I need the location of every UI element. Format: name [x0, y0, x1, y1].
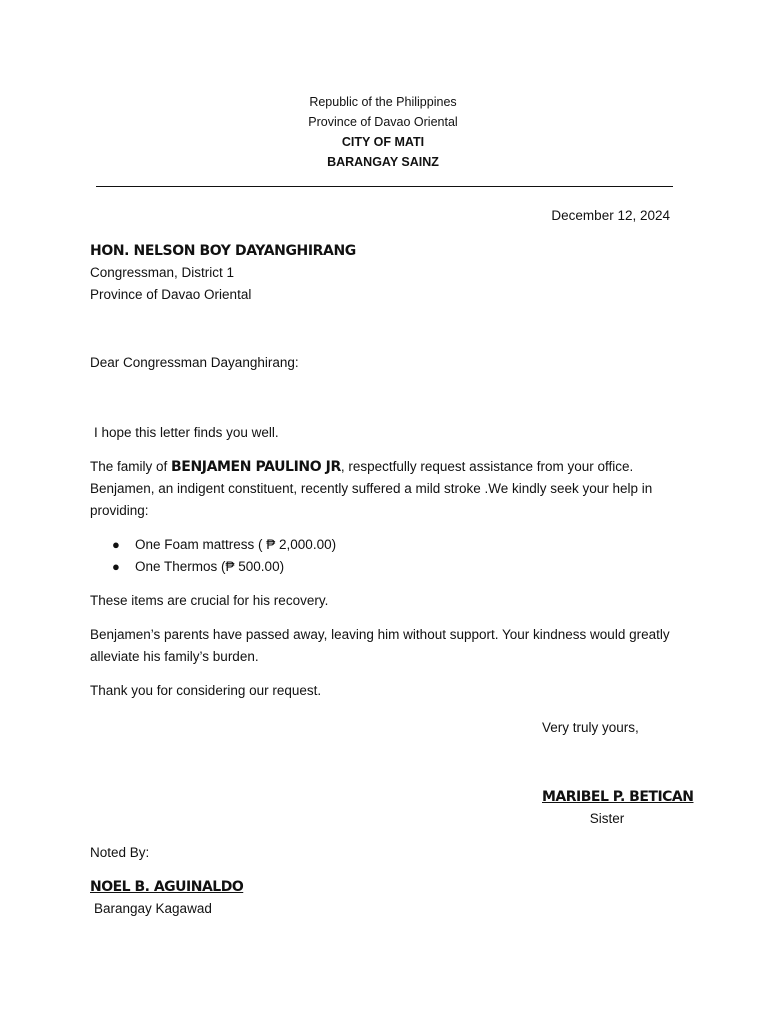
background-paragraph: Benjamen’s parents have passed away, leaving him without support. Your kindness would greatly alleviate his family’s burden.	[90, 627, 670, 664]
letterhead-barangay: BARANGAY SAINZ	[327, 155, 439, 169]
letterhead-republic: Republic of the Philippines	[309, 95, 457, 109]
list-item	[112, 534, 680, 556]
request-suffix: , respectfully request assistance from your office. Benjamen, an indigent constituent, recently suffered a mild stroke .We kindly seek your help in providing:	[90, 459, 653, 518]
recipient-title: Congressman, District 1	[90, 265, 235, 280]
complimentary-close: Very truly yours,	[542, 720, 639, 735]
item-text: One Thermos (₱ 500.00)	[135, 559, 285, 574]
bullet-icon: ●	[112, 537, 120, 552]
request-paragraph	[90, 456, 680, 522]
recipient-name: HON. NELSON BOY DAYANGHIRANG	[90, 243, 356, 259]
recipient-block	[90, 240, 356, 306]
letterhead-divider	[96, 186, 673, 187]
noted-by-label: Noted By:	[90, 845, 150, 860]
letterhead-province: Province of Davao Oriental	[308, 115, 458, 129]
signatory-role: Sister	[589, 811, 625, 826]
noted-by-name: NOEL B. AGUINALDO	[90, 879, 244, 895]
letterhead-city: CITY OF MATI	[341, 135, 425, 149]
item-text: One Foam mattress ( ₱ 2,000.00)	[135, 537, 337, 552]
noted-by-role: Barangay Kagawad	[94, 901, 212, 916]
bullet-icon: ●	[112, 559, 120, 574]
signatory-name: MARIBEL P. BETICAN	[542, 789, 694, 805]
recipient-office: Province of Davao Oriental	[90, 287, 252, 302]
beneficiary-name: BENJAMEN PAULINO JR	[171, 459, 341, 475]
opening-paragraph: I hope this letter finds you well.	[94, 425, 279, 440]
salutation: Dear Congressman Dayanghirang:	[90, 355, 299, 370]
letterhead	[0, 92, 766, 172]
letter-date: December 12, 2024	[551, 208, 670, 223]
signatory-block	[542, 786, 694, 830]
request-prefix: The family of	[90, 459, 172, 474]
requested-items-list	[90, 534, 680, 578]
thanks-paragraph: Thank you for considering our request.	[90, 683, 322, 698]
letter-body	[90, 422, 680, 714]
noted-by-block	[90, 842, 243, 920]
list-item	[112, 556, 680, 578]
crucial-paragraph: These items are crucial for his recovery.	[90, 593, 329, 608]
